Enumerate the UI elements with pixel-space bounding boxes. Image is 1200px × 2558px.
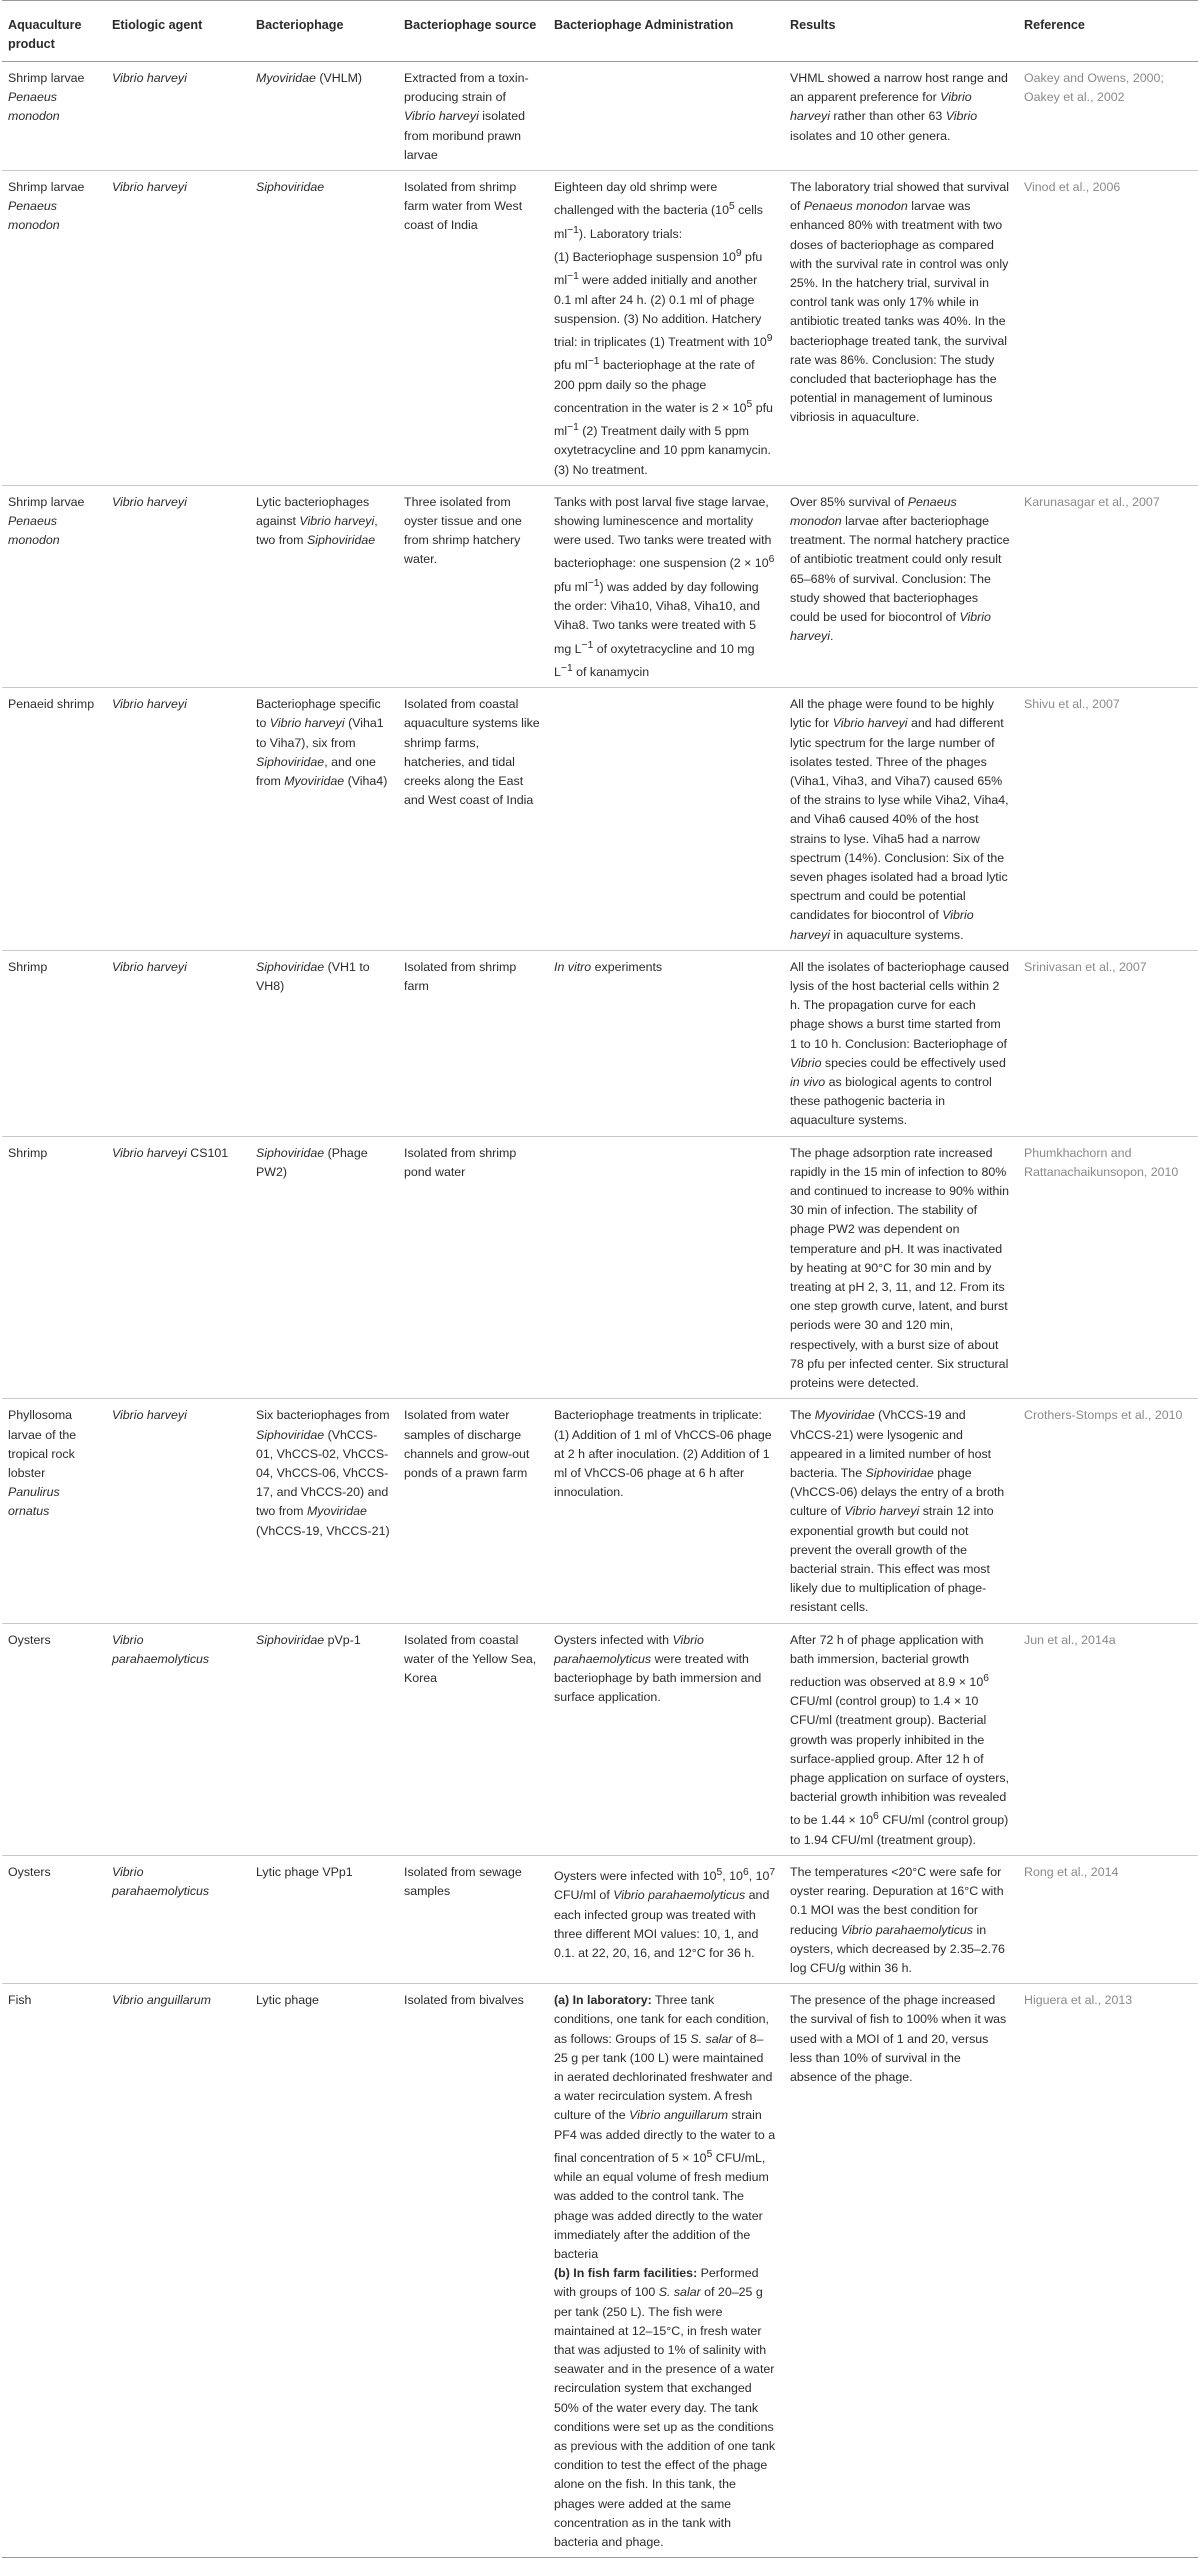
cell-bacteriophage: Myoviridae (VHLM) — [250, 62, 398, 171]
cell-reference: Shivu et al., 2007 — [1018, 688, 1198, 951]
cell-reference: Higuera et al., 2013 — [1018, 1984, 1198, 2558]
cell-bacteriophage: Siphoviridae (VH1 to VH8) — [250, 950, 398, 1136]
cell-reference: Karunasagar et al., 2007 — [1018, 485, 1198, 687]
cell-reference: Crothers-Stomps et al., 2010 — [1018, 1399, 1198, 1623]
table-row — [2, 950, 1198, 1136]
cell-etiologic-agent: Vibrio anguillarum — [106, 1984, 250, 2558]
header-bacteriophage-source: Bacteriophage source — [398, 1, 548, 62]
header-aquaculture-product: Aquaculture product — [2, 1, 106, 62]
cell-bacteriophage: Siphoviridae — [250, 171, 398, 486]
cell-bacteriophage-source: Isolated from coastal water of the Yellow Sea, Korea — [398, 1623, 548, 1855]
cell-bacteriophage-source: Isolated from bivalves — [398, 1984, 548, 2558]
cell-results: All the isolates of bacteriophage caused lysis of the host bacterial cells within 2 h. The propagation curve for each phage shows a burst time started from 1 to 10 h. Conclusion: Bacteriophage of Vibrio species could be effectively used in vivo as biological agents to control these pathogenic bacteria in aquaculture systems. — [784, 950, 1018, 1136]
cell-aquaculture-product: Shrimp — [2, 950, 106, 1136]
cell-bacteriophage-administration: In vitro experiments — [548, 950, 784, 1136]
cell-aquaculture-product: Fish — [2, 1984, 106, 2558]
cell-etiologic-agent: Vibrio harveyi — [106, 171, 250, 486]
cell-bacteriophage-source: Isolated from sewage samples — [398, 1856, 548, 1984]
cell-aquaculture-product: Shrimp larvae Penaeus monodon — [2, 171, 106, 486]
cell-etiologic-agent: Vibrio harveyi — [106, 688, 250, 951]
table-row — [2, 1623, 1198, 1855]
cell-etiologic-agent: Vibrio harveyi CS101 — [106, 1136, 250, 1399]
cell-results: The laboratory trial showed that survival of Penaeus monodon larvae was enhanced 80% with treatment with two doses of bacteriophage as compared with the survival rate in control was only 25%. In the hatchery trial, survival in control tank was only 17% while in antibiotic treated tanks was 40%. In the bacteriophage treated tank, the survival rate was 86%. Conclusion: The study concluded that bacteriophage has the potential in management of luminous vibriosis in aquaculture. — [784, 171, 1018, 486]
cell-bacteriophage: Lytic phage — [250, 1984, 398, 2558]
bacteriophage-table — [2, 0, 1198, 2558]
cell-aquaculture-product: Shrimp larvae Penaeus monodon — [2, 62, 106, 171]
cell-bacteriophage: Six bacteriophages from Siphoviridae (VhCCS-01, VhCCS-02, VhCCS-04, VhCCS-06, VhCCS-17, and VhCCS-20) and two from Myoviridae (VhCCS-19, VhCCS-21) — [250, 1399, 398, 1623]
table-row — [2, 688, 1198, 951]
cell-bacteriophage-administration — [548, 62, 784, 171]
cell-bacteriophage-administration: Oysters were infected with $10^5$, $10^6$, $10^7$ CFU/ml of Vibrio parahaemolyticus and each infected group was treated with three different MOI values: 10, 1, and 0.1. at 22, 20, 16, and 12°C for 36 h. — [548, 1856, 784, 1984]
cell-bacteriophage-administration — [548, 1136, 784, 1399]
cell-reference: Srinivasan et al., 2007 — [1018, 950, 1198, 1136]
table-row — [2, 1984, 1198, 2558]
table-row — [2, 1136, 1198, 1399]
cell-bacteriophage-source: Isolated from shrimp farm — [398, 950, 548, 1136]
cell-bacteriophage-source: Isolated from water samples of discharge channels and grow-out ponds of a prawn farm — [398, 1399, 548, 1623]
cell-reference: Phumkhachorn and Rattanachaikunsopon, 2010 — [1018, 1136, 1198, 1399]
cell-aquaculture-product: Oysters — [2, 1856, 106, 1984]
cell-etiologic-agent: Vibrio harveyi — [106, 62, 250, 171]
cell-reference: Oakey and Owens, 2000; Oakey et al., 2002 — [1018, 62, 1198, 171]
cell-reference: Jun et al., 2014a — [1018, 1623, 1198, 1855]
cell-bacteriophage-administration: Tanks with post larval five stage larvae, showing luminescence and mortality were used. Two tanks were treated with bacteriophage: one suspension ($2 \times 10^6$ pfu $ml^{-1}$) was added by day following the order: Viha10, Viha8, Viha10, and Viha8. Two tanks were treated with 5 mg $L^{-1}$ of oxytetracycline and 10 mg $L^{-1}$ of kanamycin — [548, 485, 784, 687]
cell-bacteriophage-source: Three isolated from oyster tissue and one from shrimp hatchery water. — [398, 485, 548, 687]
cell-bacteriophage-source: Isolated from shrimp farm water from West coast of India — [398, 171, 548, 486]
cell-results: Over 85% survival of Penaeus monodon larvae after bacteriophage treatment. The normal hatchery practice of antibiotic treatment could only result 65–68% of survival. Conclusion: The study showed that bacteriophages could be used for biocontrol of Vibrio harveyi. — [784, 485, 1018, 687]
cell-bacteriophage: Siphoviridae (Phage PW2) — [250, 1136, 398, 1399]
cell-bacteriophage-source: Isolated from coastal aquaculture systems like shrimp farms, hatcheries, and tidal creeks along the East and West coast of India — [398, 688, 548, 951]
cell-aquaculture-product: Penaeid shrimp — [2, 688, 106, 951]
cell-bacteriophage: Siphoviridae pVp-1 — [250, 1623, 398, 1855]
cell-etiologic-agent: Vibrio parahaemolyticus — [106, 1623, 250, 1855]
cell-results: The phage adsorption rate increased rapidly in the 15 min of infection to 80% and continued to increase to 90% within 30 min of infection. The stability of phage PW2 was dependent on temperature and pH. It was inactivated by heating at 90°C for 30 min and by treating at pH 2, 3, 11, and 12. From its one step growth curve, latent, and burst periods were 30 and 120 min, respectively, with a burst size of about 78 pfu per infected center. Six structural proteins were detected. — [784, 1136, 1018, 1399]
cell-bacteriophage-source: Extracted from a toxin-producing strain of Vibrio harveyi isolated from moribund prawn larvae — [398, 62, 548, 171]
cell-bacteriophage-administration: (a) In laboratory: Three tank conditions, one tank for each condition, as follows: Groups of 15 S. salar of 8–25 g per tank (100 L) were maintained in aerated dechlorinated freshwater and a water recirculation system. A fresh culture of the Vibrio anguillarum strain PF4 was added directly to the water to a final concentration of $5 \times 10^5$ CFU/mL, while an equal volume of fresh medium was added to the control tank. The phage was added directly to the water immediately after the addition of the bacteria (b) In fish farm facilities: Performed with groups of 100 S. salar of 20–25 g per tank (250 L). The fish were maintained at 12–15°C, in fresh water that was adjusted to 1% of salinity with seawater and in the presence of a water recirculation system that exchanged 50% of the water every day. The tank conditions were set up as the conditions as previous with the addition of one tank condition to test the effect of the phage alone on the fish. In this tank, the phages were added at the same concentration as in the tank with bacteria and phage. — [548, 1984, 784, 2558]
header-reference: Reference — [1018, 1, 1198, 62]
cell-aquaculture-product: Oysters — [2, 1623, 106, 1855]
table-row — [2, 1399, 1198, 1623]
cell-results: The presence of the phage increased the survival of fish to 100% when it was used with a MOI of 1 and 20, versus less than 10% of survival in the absence of the phage. — [784, 1984, 1018, 2558]
cell-bacteriophage-source: Isolated from shrimp pond water — [398, 1136, 548, 1399]
cell-reference: Rong et al., 2014 — [1018, 1856, 1198, 1984]
header-etiologic-agent: Etiologic agent — [106, 1, 250, 62]
cell-results: VHML showed a narrow host range and an apparent preference for Vibrio harveyi rather than other 63 Vibrio isolates and 10 other genera. — [784, 62, 1018, 171]
header-bacteriophage-administration: Bacteriophage Administration — [548, 1, 784, 62]
cell-results: The Myoviridae (VhCCS-19 and VhCCS-21) were lysogenic and appeared in a limited number of host bacteria. The Siphoviridae phage (VhCCS-06) delays the entry of a broth culture of Vibrio harveyi strain 12 into exponential growth but could not prevent the overall growth of the bacterial strain. This effect was most likely due to multiplication of phage-resistant cells. — [784, 1399, 1018, 1623]
cell-bacteriophage-administration: Eighteen day old shrimp were challenged with the bacteria ($10^5$ cells $ml^{-1}$). Laboratory trials: (1) Bacteriophage suspension $10^9$ pfu $ml^{-1}$ were added initially and another 0.1 ml after 24 h. (2) 0.1 ml of phage suspension. (3) No addition. Hatchery trial: in triplicates (1) Treatment with $10^9$ pfu $ml^{-1}$ bacteriophage at the rate of 200 ppm daily so the phage concentration in the water is $2 \times 10^5$ pfu $ml^{-1}$ (2) Treatment daily with 5 ppm oxytetracycline and 10 ppm kanamycin. (3) No treatment. — [548, 171, 784, 486]
cell-aquaculture-product: Phyllosoma larvae of the tropical rock lobster Panulirus ornatus — [2, 1399, 106, 1623]
cell-bacteriophage-administration: Bacteriophage treatments in triplicate: (1) Addition of 1 ml of VhCCS-06 phage at 2 h after inoculation. (2) Addition of 1 ml of VhCCS-06 phage at 6 h after innoculation. — [548, 1399, 784, 1623]
table-row — [2, 485, 1198, 687]
cell-results: All the phage were found to be highly lytic for Vibrio harveyi and had different lytic spectrum for the large number of isolates tested. Three of the phages (Viha1, Viha3, and Viha7) caused 65% of the strains to lyse while Viha2, Viha4, and Viha6 caused 40% of the host strains to lyse. Viha5 had a narrow spectrum (14%). Conclusion: Six of the seven phages isolated had a broad lytic spectrum and could be potential candidates for biocontrol of Vibrio harveyi in aquaculture systems. — [784, 688, 1018, 951]
table-row — [2, 171, 1198, 486]
header-bacteriophage: Bacteriophage — [250, 1, 398, 62]
header-results: Results — [784, 1, 1018, 62]
cell-etiologic-agent: Vibrio harveyi — [106, 950, 250, 1136]
cell-bacteriophage-administration: Oysters infected with Vibrio parahaemolyticus were treated with bacteriophage by bath immersion and surface application. — [548, 1623, 784, 1855]
cell-aquaculture-product: Shrimp — [2, 1136, 106, 1399]
cell-reference: Vinod et al., 2006 — [1018, 171, 1198, 486]
table-row — [2, 62, 1198, 171]
table-row — [2, 1856, 1198, 1984]
cell-results: The temperatures <20°C were safe for oyster rearing. Depuration at 16°C with 0.1 MOI was the best condition for reducing Vibrio parahaemolyticus in oysters, which decreased by 2.35–2.76 log CFU/g within 36 h. — [784, 1856, 1018, 1984]
cell-etiologic-agent: Vibrio harveyi — [106, 485, 250, 687]
cell-bacteriophage: Lytic bacteriophages against Vibrio harveyi, two from Siphoviridae — [250, 485, 398, 687]
cell-bacteriophage: Bacteriophage specific to Vibrio harveyi (Viha1 to Viha7), six from Siphoviridae, and one from Myoviridae (Viha4) — [250, 688, 398, 951]
table-body — [2, 62, 1198, 2558]
table-header-row — [2, 1, 1198, 62]
cell-results: After 72 h of phage application with bath immersion, bacterial growth reduction was observed at $8.9 \times 10^6$ CFU/ml (control group) to 1.4 × 10 CFU/ml (treatment group). Bacterial growth was properly inhibited in the surface-applied group. After 12 h of phage application on surface of oysters, bacterial growth inhibition was revealed to be $1.44 \times 10^6$ CFU/ml (control group) to 1.94 CFU/ml (treatment group). — [784, 1623, 1018, 1855]
cell-etiologic-agent: Vibrio harveyi — [106, 1399, 250, 1623]
cell-aquaculture-product: Shrimp larvae Penaeus monodon — [2, 485, 106, 687]
cell-bacteriophage: Lytic phage VPp1 — [250, 1856, 398, 1984]
cell-etiologic-agent: Vibrio parahaemolyticus — [106, 1856, 250, 1984]
cell-bacteriophage-administration — [548, 688, 784, 951]
